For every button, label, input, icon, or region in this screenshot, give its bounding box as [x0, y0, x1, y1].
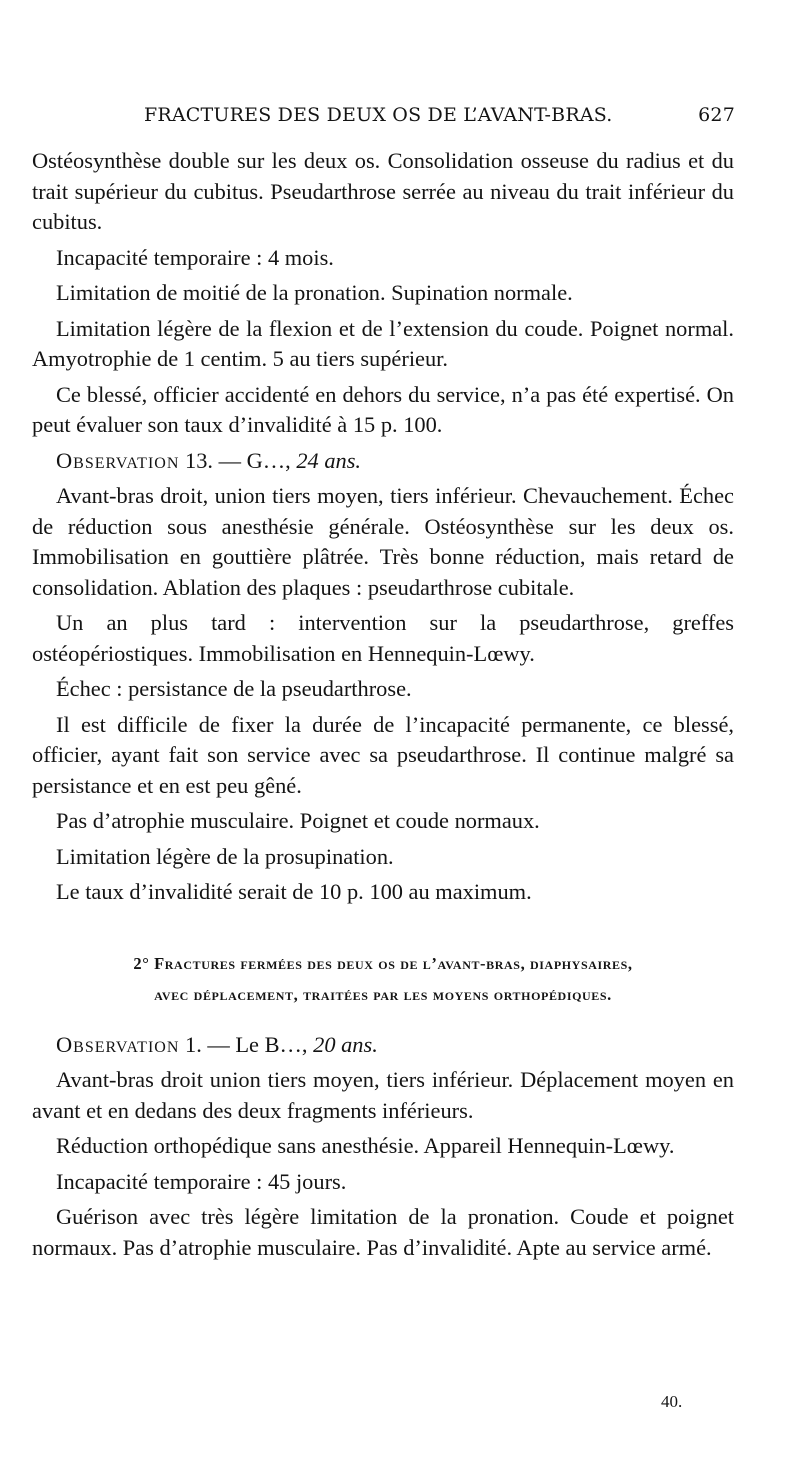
- observation-heading: [32, 446, 734, 477]
- observation-ref: 13. — G…,: [185, 447, 291, 473]
- body-text: [32, 146, 734, 1268]
- paragraph: Incapacité temporaire : 4 mois.: [56, 244, 334, 270]
- observation-label: Observation: [56, 447, 180, 473]
- observation-ref: 1. — Le B…,: [185, 1031, 308, 1057]
- paragraph: Limitation légère de la prosupination.: [56, 843, 394, 869]
- paragraph: Réduction orthopédique sans anesthésie. Appareil Hennequin-Lœwy.: [56, 1133, 675, 1158]
- observation-label: Observation: [56, 1031, 180, 1057]
- page-number: 627: [698, 104, 735, 126]
- paragraph: Ce blessé, officier accidenté en dehors du service, n’a pas été expertisé. On peut évaluer son taux d’invalidité à 15 p. 100.: [32, 381, 734, 437]
- paragraph: Limitation légère de la flexion et de l’extension du coude. Poignet normal. Amyotrophie de 1 centim. 5 au tiers supérieur.: [32, 315, 734, 371]
- paragraph: Le taux d’invalidité serait de 10 p. 100 au maximum.: [56, 879, 532, 904]
- paragraph: Guérison avec très légère limitation de la pronation. Coude et poignet normaux. Pas d’atrophie musculaire. Pas d’invalidité. Apte au service armé.: [32, 1204, 734, 1260]
- page-header: [140, 104, 735, 126]
- paragraph: Un an plus tard : intervention sur la pseudarthrose, greffes ostéopériostiques. Immobilisation en Hennequin-Lœwy.: [32, 610, 734, 666]
- paragraph: Incapacité temporaire : 45 jours.: [56, 1168, 347, 1194]
- paragraph: Il est difficile de fixer la durée de l’incapacité permanente, ce blessé, officier, ayant fait son service avec sa pseudarthrose. Il continue malgré sa persistance et en est peu gêné.: [32, 711, 734, 798]
- paragraph: Avant-bras droit, union tiers moyen, tiers inférieur. Chevauchement. Échec de réduction sous anesthésie générale. Ostéosynthèse sur les deux os. Immobilisation en gouttière plâtrée. Très bonne réduction, mais retard de consolidation. Ablation des plaques : pseudarthrose cubitale.: [32, 483, 734, 600]
- running-title: FRACTURES DES DEUX OS DE L’AVANT-BRAS.: [144, 104, 613, 126]
- signature-mark: 40.: [661, 1392, 683, 1411]
- paragraph: Échec : persistance de la pseudarthrose.: [56, 676, 412, 701]
- observation-heading: [32, 1030, 734, 1061]
- section-heading: [32, 948, 734, 1010]
- paragraph: Avant-bras droit union tiers moyen, tiers inférieur. Déplacement moyen en avant et en dedans des deux fragments inférieurs.: [32, 1067, 734, 1123]
- observation-age: 20 ans.: [313, 1031, 378, 1057]
- observation-age: 24 ans.: [296, 447, 362, 473]
- paragraph: Pas d’atrophie musculaire. Poignet et coude normaux.: [56, 808, 540, 833]
- paragraph: Limitation de moitié de la pronation. Supination normale.: [56, 280, 573, 305]
- paragraph: Ostéosynthèse double sur les deux os. Consolidation osseuse du radius et du trait supérieur du cubitus. Pseudarthrose serrée au niveau du trait inférieur du cubitus.: [32, 148, 734, 234]
- section-heading-line: 2° Fractures fermées des deux os de l’avant-bras, diaphysaires,: [133, 953, 633, 973]
- section-heading-line: avec déplacement, traitées par les moyens orthopédiques.: [154, 984, 612, 1004]
